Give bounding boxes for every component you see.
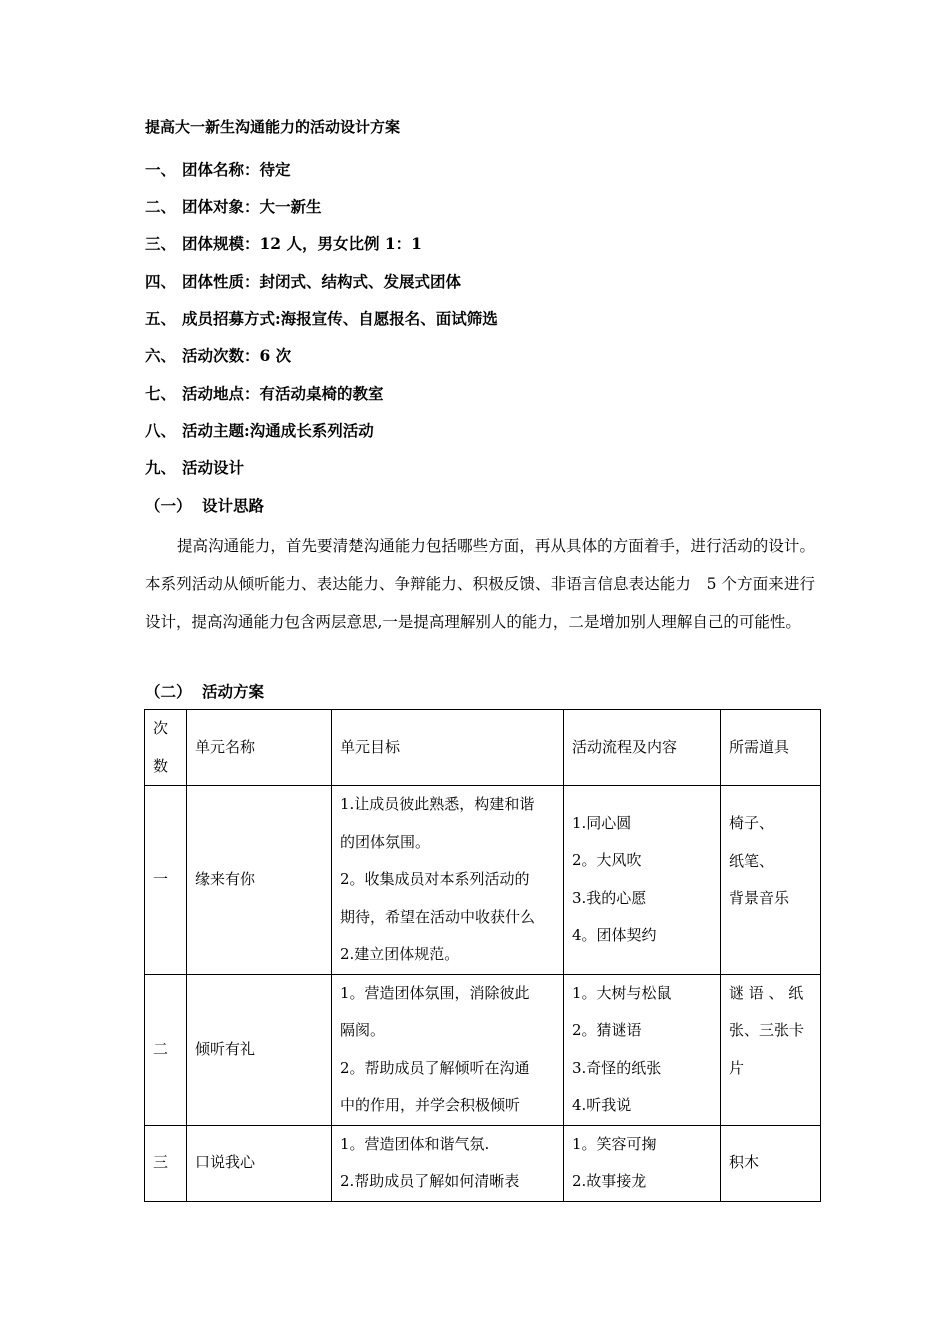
table-header-row — [145, 710, 821, 786]
outline-item-3: 三、 团体规模：12 人，男女比例 1：1 — [145, 234, 422, 253]
required-props: 椅子、 纸笔、 背景音乐 — [721, 786, 821, 975]
header-unit-goal: 单元目标 — [332, 710, 564, 786]
outline-item-2: 二、 团体对象：大一新生 — [145, 197, 322, 216]
activity-steps: 1。笑容可掬 2.故事接龙 — [564, 1125, 721, 1201]
activity-steps: 1。大树与松鼠 2。猜谜语 3.奇怪的纸张 4.听我说 — [564, 974, 721, 1125]
unit-goals: 1。营造团体和谐气氛. 2.帮助成员了解如何清晰表 — [332, 1125, 564, 1201]
unit-name: 倾听有礼 — [187, 974, 332, 1125]
table-row — [145, 1125, 821, 1201]
activity-plan-table — [144, 709, 821, 1202]
required-props: 积木 — [721, 1125, 821, 1201]
table-row — [145, 974, 821, 1125]
subheading-activity-plan: （二） 活动方案 — [145, 682, 265, 701]
table-row — [145, 786, 821, 975]
session-number: 二 — [145, 974, 187, 1125]
outline-item-6: 六、 活动次数：6 次 — [145, 346, 292, 365]
outline-item-1: 一、 团体名称：待定 — [145, 160, 291, 179]
unit-name: 口说我心 — [187, 1125, 332, 1201]
outline-item-4: 四、 团体性质：封闭式、结构式、发展式团体 — [145, 272, 462, 291]
unit-goals: 1。营造团体氛围，消除彼此 隔阂。 2。帮助成员了解倾听在沟通 中的作用，并学会积极倾听 — [332, 974, 564, 1125]
outline-item-9: 九、 活动设计 — [145, 458, 245, 477]
design-paragraph: 提高沟通能力，首先要清楚沟通能力包括哪些方面，再从具体的方面着手，进行活动的设计。本系列活动从倾听能力、表达能力、争辩能力、积极反馈、非语言信息表达能力 5 个方面来进行设计，提高沟通能力包含两层意思,一是提高理解别人的能力，二是增加别人理解自己的可能性。 — [145, 537, 815, 631]
header-activity-flow: 活动流程及内容 — [564, 710, 721, 786]
subheading-design-idea: （一） 设计思路 — [145, 496, 265, 515]
unit-name: 缘来有你 — [187, 786, 332, 975]
document-title: 提高大一新生沟通能力的活动设计方案 — [145, 118, 401, 136]
unit-goals: 1.让成员彼此熟悉，构建和谐 的团体氛围。 2。收集成员对本系列活动的 期待，希望在活动中收获什么 2.建立团体规范。 — [332, 786, 564, 975]
session-number: 一 — [145, 786, 187, 975]
header-unit-name: 单元名称 — [187, 710, 332, 786]
session-number: 三 — [145, 1125, 187, 1201]
outline-item-5: 五、 成员招募方式:海报宣传、自愿报名、面试筛选 — [145, 309, 498, 328]
header-session-count: 次 数 — [145, 710, 187, 786]
activity-steps: 1.同心圆 2。大风吹 3.我的心愿 4。团体契约 — [564, 786, 721, 975]
outline-item-7: 七、 活动地点：有活动桌椅的教室 — [145, 384, 384, 403]
outline-item-8: 八、 活动主题:沟通成长系列活动 — [145, 421, 374, 440]
header-props: 所需道具 — [721, 710, 821, 786]
required-props: 谜 语 、 纸 张、三张卡 片 — [721, 974, 821, 1125]
